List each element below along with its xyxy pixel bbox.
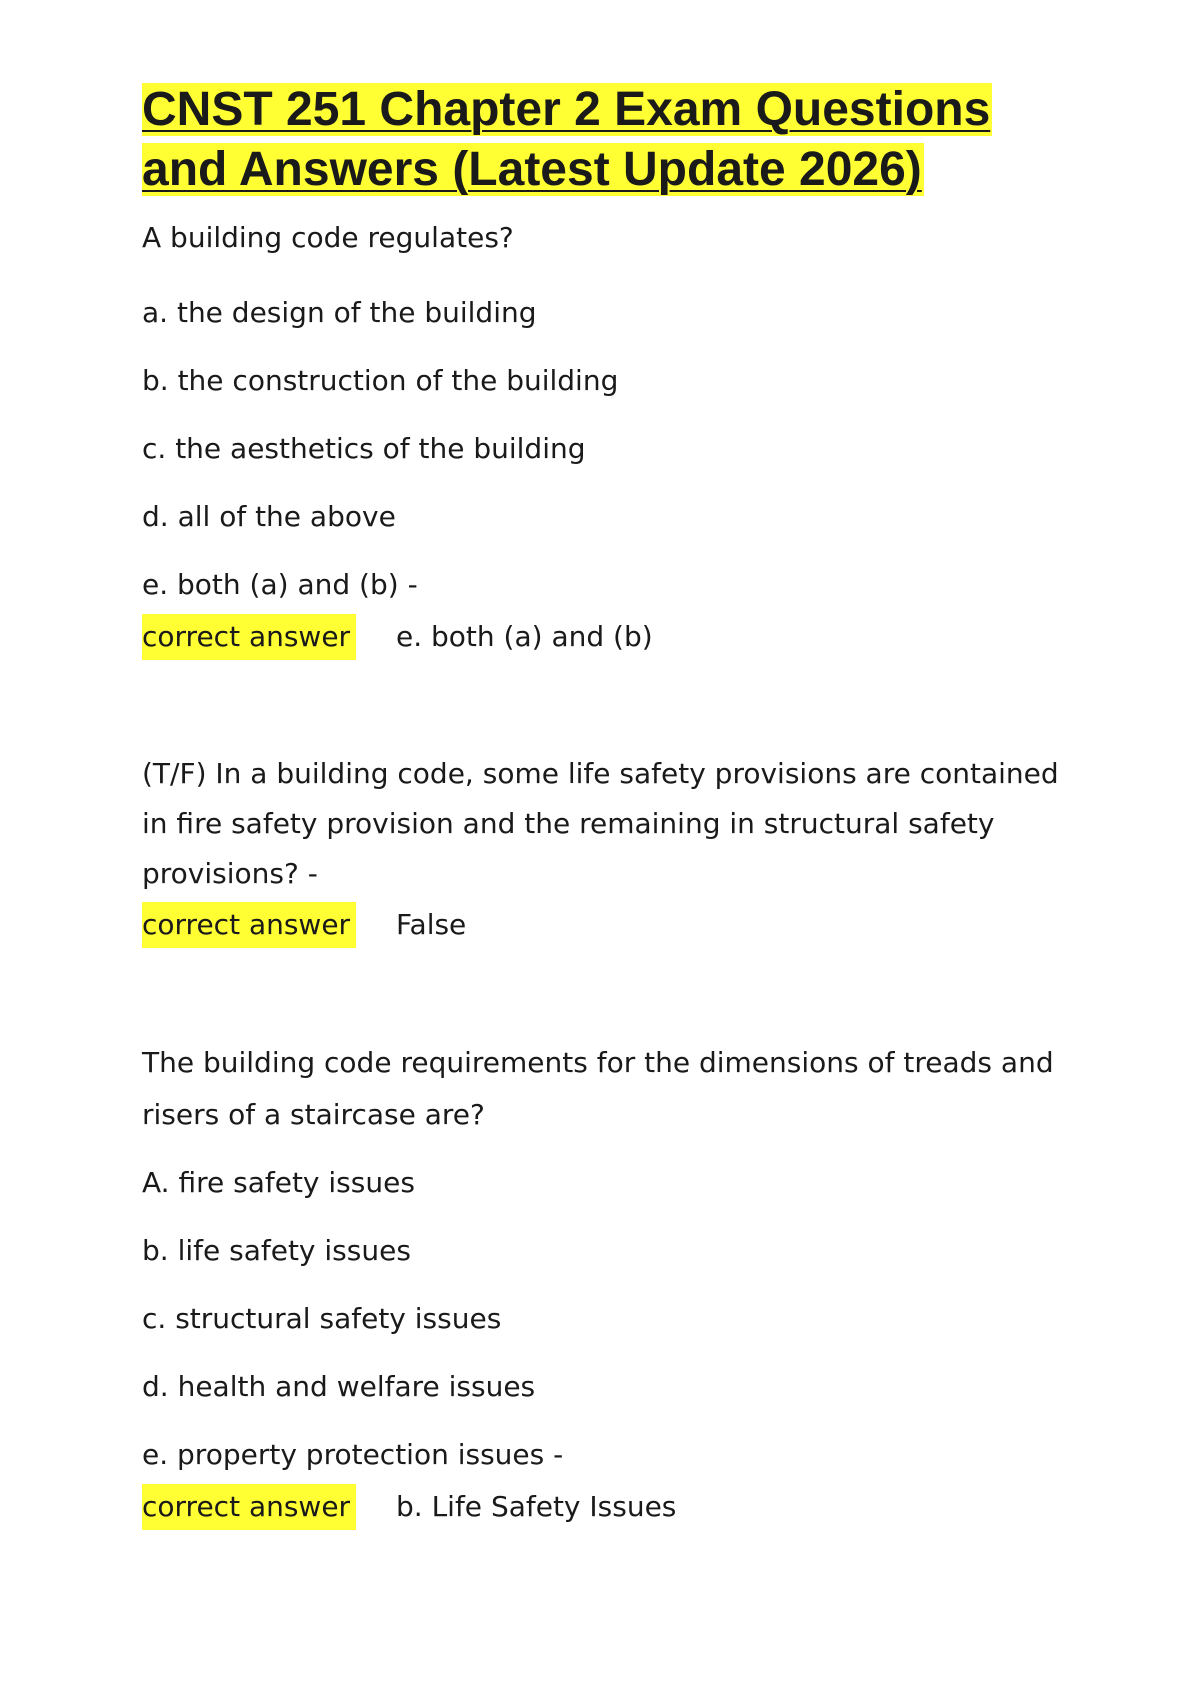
question-block-3 — [142, 1037, 1082, 1533]
correct-answer-label: correct answer — [142, 902, 356, 948]
answer-option: e. property protection issues - — [142, 1438, 564, 1471]
answer-option: e. both (a) and (b) - — [142, 568, 418, 601]
question-text: The building code requirements for the dimensions of treads and risers of a staircase are? — [142, 1046, 1054, 1131]
correct-answer-row — [142, 611, 1082, 663]
question-text: (T/F) In a building code, some life safety provisions are contained in fire safety provision and the remaining in structural safety provisions? - — [142, 757, 1059, 890]
answer-option: d. health and welfare issues — [142, 1370, 536, 1403]
question-text: A building code regulates? — [142, 221, 514, 254]
question-spacer — [142, 951, 1082, 1037]
correct-answer-value: False — [396, 908, 467, 941]
document-body — [142, 212, 1082, 1533]
correct-answer-value: b. Life Safety Issues — [396, 1490, 677, 1523]
answer-option: d. all of the above — [142, 500, 396, 533]
document-title — [142, 80, 1082, 200]
correct-answer-label: correct answer — [142, 614, 356, 660]
correct-answer-label: correct answer — [142, 1484, 356, 1530]
correct-answer-row — [142, 1481, 1082, 1533]
question-spacer — [142, 663, 1082, 749]
question-block-2 — [142, 749, 1082, 951]
answer-option: c. structural safety issues — [142, 1302, 502, 1335]
answer-option: A. fire safety issues — [142, 1166, 415, 1199]
correct-answer-value: e. both (a) and (b) — [396, 620, 653, 653]
answer-option: b. life safety issues — [142, 1234, 411, 1267]
correct-answer-row — [142, 899, 1082, 951]
answer-option: c. the aesthetics of the building — [142, 432, 586, 465]
answer-option: a. the design of the building — [142, 296, 537, 329]
answer-option: b. the construction of the building — [142, 364, 619, 397]
document-title-text: CNST 251 Chapter 2 Exam Questions and Answers (Latest Update 2026) — [142, 83, 991, 196]
question-block-1 — [142, 212, 1082, 663]
